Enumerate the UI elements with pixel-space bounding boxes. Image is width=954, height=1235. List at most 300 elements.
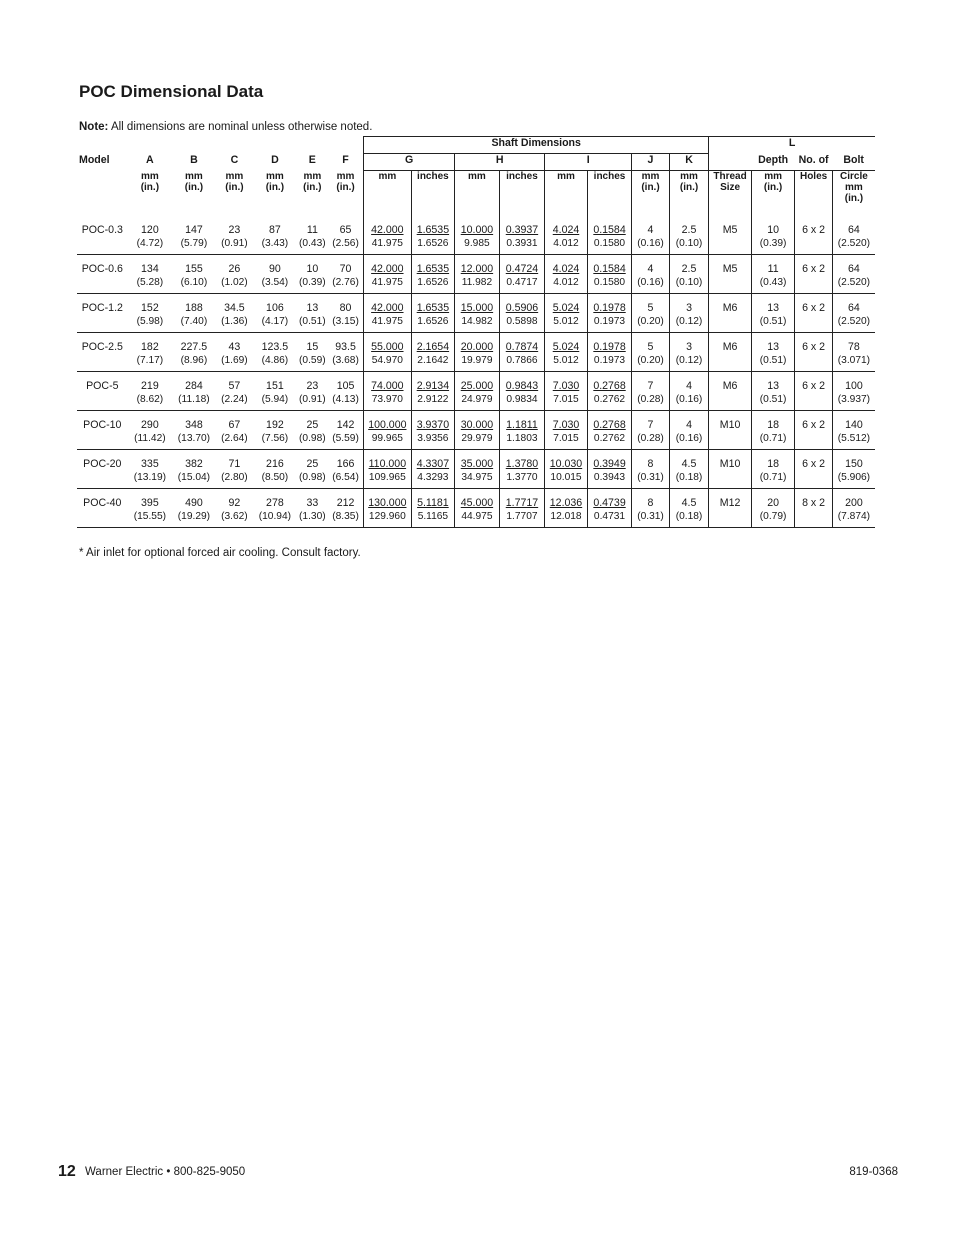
cell-h-mm-min	[455, 316, 500, 333]
cell-value: POC-0.3	[81, 224, 123, 236]
cell-value: (0.10)	[675, 238, 703, 249]
cell-dim-e	[297, 411, 328, 434]
cell-thread-size	[709, 333, 752, 356]
cell-g-mm-min	[364, 433, 412, 450]
cell-value: 3	[686, 302, 692, 314]
cell-dim-f	[328, 255, 364, 278]
cell-g-mm	[364, 489, 412, 512]
cell-i-mm	[545, 333, 588, 356]
cell-dim-a-in	[128, 277, 173, 294]
cell-model	[77, 450, 128, 473]
cell-value: (0.39)	[299, 277, 326, 288]
cell-value: 5	[647, 341, 654, 353]
cell-value: 335	[141, 458, 159, 470]
col-g-header: G	[364, 154, 455, 171]
cell-dim-j-in	[632, 433, 669, 450]
col-i-header: I	[545, 154, 632, 171]
cell-dim-k	[669, 489, 709, 512]
cell-holes	[795, 333, 832, 356]
cell-value: 182	[141, 341, 159, 353]
cell-value: (3.15)	[332, 316, 359, 327]
cell-dim-j-in	[632, 511, 669, 528]
cell-g-mm	[364, 294, 412, 317]
cell-dim-b-in	[172, 238, 216, 255]
cell-value: M6	[722, 302, 738, 314]
cell-dim-d-in	[253, 277, 297, 294]
cell-empty	[795, 433, 832, 450]
cell-bolt-circle-in	[832, 472, 875, 489]
cell-i-in-min	[587, 277, 632, 294]
cell-value: 109.965	[368, 472, 406, 483]
cell-empty	[77, 355, 128, 372]
cell-value: 70	[339, 263, 352, 275]
cell-holes	[795, 450, 832, 473]
cell-g-mm-min	[364, 355, 412, 372]
cell-dim-f-in	[328, 238, 364, 255]
table-note	[79, 121, 372, 133]
table-row-secondary	[77, 472, 875, 489]
cell-i-mm-min	[545, 511, 588, 528]
col-d-header: D	[271, 153, 279, 166]
cell-value: 6 x 2	[802, 341, 826, 353]
cell-dim-a-in	[128, 316, 173, 333]
cell-dim-b	[172, 372, 216, 395]
footer-company: Warner Electric • 800-825-9050	[85, 1166, 246, 1178]
cell-dim-f-in	[328, 316, 364, 333]
cell-dim-k-in	[669, 394, 709, 411]
cell-value: M6	[722, 380, 738, 392]
holes-unit-header: Holes	[795, 171, 832, 217]
cell-depth-in	[751, 472, 795, 489]
cell-dim-f	[328, 411, 364, 434]
cell-bolt-circle	[832, 216, 875, 238]
cell-value: 4	[647, 224, 654, 236]
cell-g-in	[411, 255, 455, 278]
model-header: Model	[79, 153, 110, 166]
cell-value: 134	[141, 263, 159, 275]
cell-dim-e	[297, 294, 328, 317]
cell-dim-a	[128, 333, 173, 356]
cell-value: 0.4717	[506, 277, 538, 288]
cell-value: (0.91)	[221, 238, 248, 249]
cell-dim-d	[253, 333, 297, 356]
cell-dim-a-in	[128, 238, 173, 255]
cell-thread-size	[709, 216, 752, 238]
cell-holes	[795, 216, 832, 238]
cell-g-mm	[364, 450, 412, 473]
cell-value: 25.000	[460, 380, 494, 392]
unit-header: mm (in.)	[140, 170, 160, 193]
cell-i-mm-min	[545, 433, 588, 450]
cell-value: (1.69)	[221, 355, 248, 366]
cell-value: 90	[268, 263, 281, 275]
cell-model	[77, 333, 128, 356]
cell-value: 1.3770	[506, 472, 538, 483]
cell-value: 10.000	[460, 224, 494, 236]
cell-dim-d-in	[253, 511, 297, 528]
cell-empty	[709, 277, 752, 294]
cell-value: 12.018	[550, 511, 582, 522]
cell-value: 5	[647, 302, 654, 314]
cell-value: 188	[185, 302, 203, 314]
cell-value: 9.985	[464, 238, 490, 249]
cell-depth-in	[751, 511, 795, 528]
cell-i-in	[587, 489, 632, 512]
cell-value: 110.000	[368, 458, 407, 470]
cell-dim-c	[216, 216, 253, 238]
cell-i-in	[587, 411, 632, 434]
cell-value: 1.1803	[506, 433, 538, 444]
cell-model	[77, 294, 128, 317]
cell-value: 5.024	[552, 341, 580, 353]
cell-g-in	[411, 489, 455, 512]
cell-g-in	[411, 294, 455, 317]
cell-dim-k-in	[669, 511, 709, 528]
cell-value: 219	[141, 380, 159, 392]
table-row-secondary	[77, 355, 875, 372]
cell-g-in	[411, 411, 455, 434]
cell-dim-k-in	[669, 238, 709, 255]
cell-g-mm	[364, 216, 412, 238]
cell-dim-f-in	[328, 355, 364, 372]
depth-unit-header: mm (in.)	[751, 171, 795, 217]
cell-value: 106	[266, 302, 284, 314]
cell-h-in-min	[499, 355, 545, 372]
cell-i-mm	[545, 489, 588, 512]
cell-empty	[709, 511, 752, 528]
cell-bolt-circle-in	[832, 355, 875, 372]
cell-h-mm-min	[455, 355, 500, 372]
page-title: POC Dimensional Data	[79, 82, 264, 101]
cell-bolt-circle-in	[832, 238, 875, 255]
cell-g-in	[411, 372, 455, 395]
cell-value: POC-2.5	[81, 341, 123, 353]
cell-dim-e-in	[297, 511, 328, 528]
cell-g-in	[411, 216, 455, 238]
cell-value: 19.979	[461, 355, 493, 366]
cell-value: 33	[306, 497, 319, 509]
cell-value: 100.000	[368, 419, 407, 431]
cell-value: 4.012	[553, 238, 579, 249]
cell-value: (19.29)	[177, 511, 211, 522]
cell-value: 4	[647, 263, 654, 275]
cell-value: 2.9122	[417, 394, 449, 405]
cell-value: (0.28)	[637, 433, 664, 444]
cell-depth	[751, 216, 795, 238]
cell-value: (4.86)	[261, 355, 289, 366]
cell-value: 100	[845, 380, 863, 392]
cell-model	[77, 216, 128, 238]
cell-value: (15.55)	[133, 511, 167, 522]
cell-value: M6	[722, 341, 738, 353]
bolt-circle-header: Circle mm (in.)	[832, 171, 875, 217]
cell-dim-c	[216, 372, 253, 395]
cell-depth	[751, 372, 795, 395]
col-f-header: F	[342, 153, 349, 166]
cell-value: 0.1580	[593, 238, 626, 249]
cell-empty	[709, 394, 752, 411]
cell-value: M10	[719, 419, 741, 431]
g-mm-header: mm	[364, 171, 412, 217]
cell-value: 2.5	[681, 224, 697, 236]
cell-h-in	[499, 489, 545, 512]
cell-dim-f	[328, 489, 364, 512]
cell-thread-size	[709, 450, 752, 473]
cell-value: (7.17)	[136, 355, 164, 366]
cell-value: (0.51)	[759, 316, 787, 327]
cell-depth-in	[751, 355, 795, 372]
cell-value: (5.512)	[837, 433, 871, 444]
cell-value: 7.030	[552, 380, 580, 392]
cell-value: 278	[266, 497, 284, 509]
dimensions-table	[77, 136, 875, 528]
cell-value: 8 x 2	[802, 497, 826, 509]
cell-value: 43	[228, 341, 241, 353]
cell-h-in	[499, 450, 545, 473]
cell-value: (7.56)	[261, 433, 289, 444]
cell-g-in	[411, 333, 455, 356]
cell-value: (0.31)	[637, 511, 664, 522]
cell-value: (5.79)	[180, 238, 208, 249]
cell-value: 12.036	[549, 497, 583, 509]
cell-dim-d-in	[253, 472, 297, 489]
cell-value: (0.18)	[675, 472, 703, 483]
cell-value: 212	[336, 497, 355, 509]
cell-value: 80	[339, 302, 352, 314]
cell-value: M5	[722, 263, 738, 275]
cell-value: 99.965	[371, 433, 403, 444]
cell-value: (8.35)	[332, 511, 359, 522]
cell-dim-b	[172, 450, 216, 473]
unit-header: mm (in.)	[336, 170, 355, 193]
cell-value: 0.4739	[593, 497, 626, 509]
cell-g-in	[411, 450, 455, 473]
cell-h-in-min	[499, 277, 545, 294]
cell-g-in-min	[411, 238, 455, 255]
cell-value: 5.024	[552, 302, 580, 314]
cell-g-in-min	[411, 277, 455, 294]
cell-bolt-circle	[832, 372, 875, 395]
table-row	[77, 333, 875, 356]
cell-value: 1.7717	[505, 497, 539, 509]
cell-dim-e-in	[297, 472, 328, 489]
cell-value: POC-0.6	[81, 263, 123, 275]
unit-header: mm (in.)	[632, 171, 669, 217]
footer-doc-number: 819-0368	[849, 1166, 898, 1178]
cell-value: (2.520)	[837, 238, 871, 249]
cell-value: 5.1181	[417, 497, 449, 509]
cell-g-mm-min	[364, 394, 412, 411]
cell-value: (0.12)	[675, 355, 703, 366]
cell-bolt-circle	[832, 255, 875, 278]
cell-value: 105	[336, 380, 355, 392]
cell-dim-j-in	[632, 355, 669, 372]
cell-value: (3.62)	[221, 511, 248, 522]
cell-value: 6 x 2	[802, 458, 826, 470]
cell-value: 284	[185, 380, 203, 392]
cell-value: 10	[767, 224, 779, 236]
cell-value: 55.000	[371, 341, 404, 353]
cell-value: 4	[686, 419, 692, 431]
cell-value: M10	[719, 458, 741, 470]
cell-empty	[77, 316, 128, 333]
cell-model	[77, 489, 128, 512]
cell-dim-f	[328, 294, 364, 317]
cell-i-in	[587, 372, 632, 395]
cell-value: 92	[228, 497, 241, 509]
cell-dim-d-in	[253, 394, 297, 411]
cell-dim-f-in	[328, 394, 364, 411]
cell-holes	[795, 411, 832, 434]
cell-value: 0.7866	[506, 355, 538, 366]
cell-value: 3.9356	[417, 433, 449, 444]
cell-model	[77, 255, 128, 278]
cell-i-in-min	[587, 238, 632, 255]
cell-value: 29.979	[461, 433, 493, 444]
cell-value: 64	[848, 224, 860, 236]
cell-dim-d	[253, 255, 297, 278]
cell-dim-j	[632, 333, 669, 356]
cell-dim-c	[216, 294, 253, 317]
cell-dim-f-in	[328, 472, 364, 489]
cell-dim-b-in	[172, 394, 216, 411]
cell-value: 87	[268, 224, 281, 236]
cell-value: 1.7707	[506, 511, 538, 522]
cell-h-mm	[455, 333, 500, 356]
cell-holes	[795, 489, 832, 512]
cell-value: 2.1654	[416, 341, 450, 353]
cell-value: 45.000	[460, 497, 494, 509]
cell-value: 8	[647, 497, 654, 509]
cell-value: (10.94)	[258, 511, 292, 522]
cell-value: 6 x 2	[802, 380, 826, 392]
cell-dim-b	[172, 411, 216, 434]
cell-depth	[751, 450, 795, 473]
cell-value: (13.70)	[177, 433, 211, 444]
cell-value: 120	[141, 224, 159, 236]
cell-empty	[795, 238, 832, 255]
cell-value: 26	[228, 263, 241, 275]
cell-value: 1.1811	[506, 419, 538, 431]
cell-value: 12.000	[460, 263, 494, 275]
cell-value: 2.1642	[417, 355, 449, 366]
cell-dim-c-in	[216, 433, 253, 450]
cell-dim-c-in	[216, 472, 253, 489]
cell-value: 0.5906	[505, 302, 539, 314]
cell-value: 166	[336, 458, 355, 470]
cell-dim-b-in	[172, 472, 216, 489]
cell-value: (7.874)	[837, 511, 871, 522]
cell-value: 155	[185, 263, 203, 275]
cell-dim-j-in	[632, 472, 669, 489]
cell-h-mm-min	[455, 433, 500, 450]
cell-dim-e	[297, 333, 328, 356]
cell-value: (0.71)	[759, 472, 787, 483]
cell-value: 0.3949	[593, 458, 626, 470]
cell-value: 395	[141, 497, 159, 509]
cell-value: 4.3307	[416, 458, 450, 470]
table-row-secondary	[77, 433, 875, 450]
cell-i-in-min	[587, 355, 632, 372]
cell-value: 24.979	[461, 394, 493, 405]
cell-dim-b-in	[172, 316, 216, 333]
cell-i-in	[587, 333, 632, 356]
cell-value: (0.16)	[675, 433, 703, 444]
table-row-secondary	[77, 394, 875, 411]
cell-i-mm-min	[545, 472, 588, 489]
cell-value: 41.975	[371, 277, 403, 288]
cell-value: (0.28)	[637, 394, 664, 405]
table-row	[77, 372, 875, 395]
cell-h-in-min	[499, 394, 545, 411]
cell-depth	[751, 411, 795, 434]
cell-dim-a	[128, 216, 173, 238]
holes-header: No. of	[798, 153, 829, 166]
table-row	[77, 294, 875, 317]
cell-depth	[751, 333, 795, 356]
unit-header: mm (in.)	[265, 170, 285, 193]
cell-bolt-circle-in	[832, 433, 875, 450]
col-e-header: E	[308, 153, 316, 166]
table-row	[77, 450, 875, 473]
cell-i-in	[587, 255, 632, 278]
cell-h-mm-min	[455, 238, 500, 255]
cell-h-in	[499, 255, 545, 278]
cell-empty	[77, 277, 128, 294]
cell-dim-f-in	[328, 433, 364, 450]
cell-value: (5.94)	[261, 394, 289, 405]
cell-dim-e	[297, 216, 328, 238]
cell-depth	[751, 255, 795, 278]
cell-value: 44.975	[461, 511, 493, 522]
cell-dim-d	[253, 489, 297, 512]
cell-dim-k	[669, 216, 709, 238]
cell-value: 18	[767, 419, 779, 431]
cell-value: (0.39)	[759, 238, 787, 249]
cell-dim-j	[632, 450, 669, 473]
cell-value: (15.04)	[177, 472, 211, 483]
cell-empty	[795, 355, 832, 372]
cell-value: 1.6526	[417, 277, 449, 288]
cell-value: 0.1973	[593, 355, 626, 366]
cell-dim-a	[128, 255, 173, 278]
cell-value: (0.51)	[759, 394, 787, 405]
cell-empty	[77, 433, 128, 450]
i-inches-header: inches	[587, 171, 632, 217]
cell-dim-c	[216, 450, 253, 473]
cell-g-mm	[364, 372, 412, 395]
cell-value: 0.2768	[593, 419, 626, 431]
cell-dim-c-in	[216, 316, 253, 333]
cell-i-mm-min	[545, 238, 588, 255]
cell-value: POC-40	[83, 497, 122, 509]
cell-value: 42.000	[371, 224, 404, 236]
cell-bolt-circle	[832, 333, 875, 356]
cell-dim-e	[297, 255, 328, 278]
cell-g-in-min	[411, 433, 455, 450]
cell-depth	[751, 294, 795, 317]
cell-dim-d-in	[253, 433, 297, 450]
cell-value: 0.9843	[505, 380, 539, 392]
cell-i-mm	[545, 216, 588, 238]
unit-header: mm (in.)	[669, 171, 709, 217]
cell-h-mm	[455, 411, 500, 434]
cell-bolt-circle	[832, 294, 875, 317]
cell-bolt-circle-in	[832, 511, 875, 528]
cell-value: 0.2762	[593, 433, 626, 444]
cell-dim-a-in	[128, 511, 173, 528]
cell-value: 142	[336, 419, 355, 431]
